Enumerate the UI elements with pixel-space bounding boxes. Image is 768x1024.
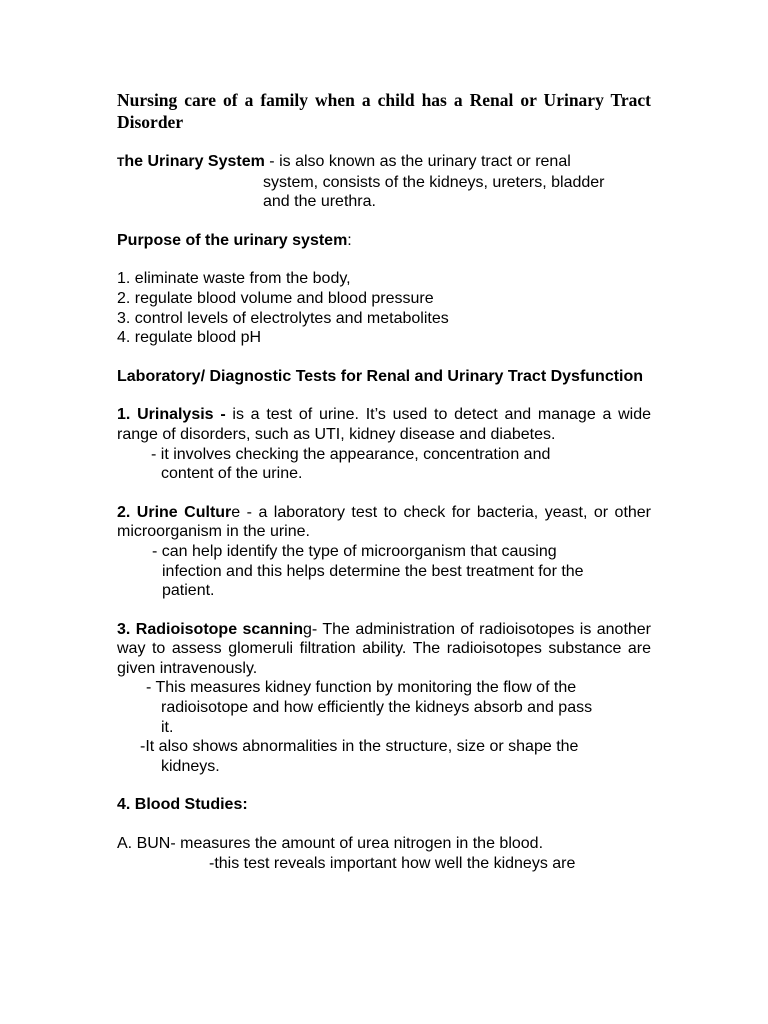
purpose-item: 1. eliminate waste from the body, — [117, 270, 351, 288]
urinary-system-text-line2: system, consists of the kidneys, ureters, bladder — [263, 173, 605, 191]
purpose-heading: Purpose of the urinary system — [117, 231, 348, 249]
purpose-heading-colon: : — [347, 231, 352, 249]
document-title: Nursing care of a family when a child has a Renal or Urinary Tract Disorder — [117, 90, 651, 132]
document-page — [117, 90, 651, 873]
urinary-system-text-line3: and the urethra. — [263, 193, 376, 211]
urinary-system-heading: he Urinary System — [124, 153, 265, 170]
urine-culture-label: 2. Urine Cultur — [117, 503, 232, 521]
urinary-system-text-line1: - is also known as the urinary tract or renal — [264, 153, 571, 170]
radioisotope-text: - The administration of radioisotopes is another way to assess glomeruli filtration ability. The radioisotopes substance are given intravenously. — [117, 620, 652, 677]
urinalysis-sub-line1: - it involves checking the appearance, concentration and — [151, 445, 551, 463]
urine-culture-sub-line1: - can help identify the type of microorganism that causing — [152, 542, 557, 560]
bun-line: A. BUN- measures the amount of urea nitrogen in the blood. — [117, 835, 544, 853]
urinalysis-sub-line2: content of the urine. — [161, 465, 303, 483]
urine-culture-section — [117, 503, 651, 601]
radioisotope-sub2-line2: kidneys. — [161, 757, 220, 775]
urine-culture-sub-line3: patient. — [162, 582, 215, 600]
urine-culture-label-rest: e — [231, 503, 241, 521]
blood-studies-section — [117, 795, 651, 873]
urine-culture-sub-line2: infection and this helps determine the best treatment for the — [162, 562, 584, 580]
urine-culture-text: - a laboratory test to check for bacteria, yeast, or other microorganism in the urine. — [117, 503, 652, 541]
urinalysis-section — [117, 405, 651, 483]
purpose-item: 3. control levels of electrolytes and metabolites — [117, 309, 449, 327]
radioisotope-section — [117, 620, 651, 777]
urinary-system-heading-initial: T — [117, 155, 125, 169]
bun-sub-line: -this test reveals important how well the kidneys are — [209, 854, 576, 872]
radioisotope-sub1-line3: it. — [161, 718, 174, 736]
radioisotope-label: 3. Radioisotope scannin — [117, 620, 303, 638]
blood-studies-heading: 4. Blood Studies: — [117, 796, 248, 814]
radioisotope-sub2-line1: -It also shows abnormalities in the structure, size or shape the — [140, 738, 579, 756]
radioisotope-sub1-line1: - This measures kidney function by monitoring the flow of the — [146, 679, 577, 697]
purpose-item: 4. regulate blood pH — [117, 329, 262, 347]
radioisotope-label-rest: g — [303, 620, 312, 638]
lab-tests-heading: Laboratory/ Diagnostic Tests for Renal and Urinary Tract Dysfunction — [117, 367, 644, 385]
urinary-system-section — [117, 152, 651, 212]
purpose-section — [117, 231, 651, 348]
radioisotope-sub1-line2: radioisotope and how efficiently the kidneys absorb and pass — [161, 699, 593, 717]
purpose-item: 2. regulate blood volume and blood pressure — [117, 289, 434, 307]
urinalysis-label: 1. Urinalysis - — [117, 406, 226, 424]
urinalysis-text: is a test of urine. It’s used to detect and manage a wide range of disorders, such as UTI, kidney disease and diabetes. — [117, 406, 651, 443]
